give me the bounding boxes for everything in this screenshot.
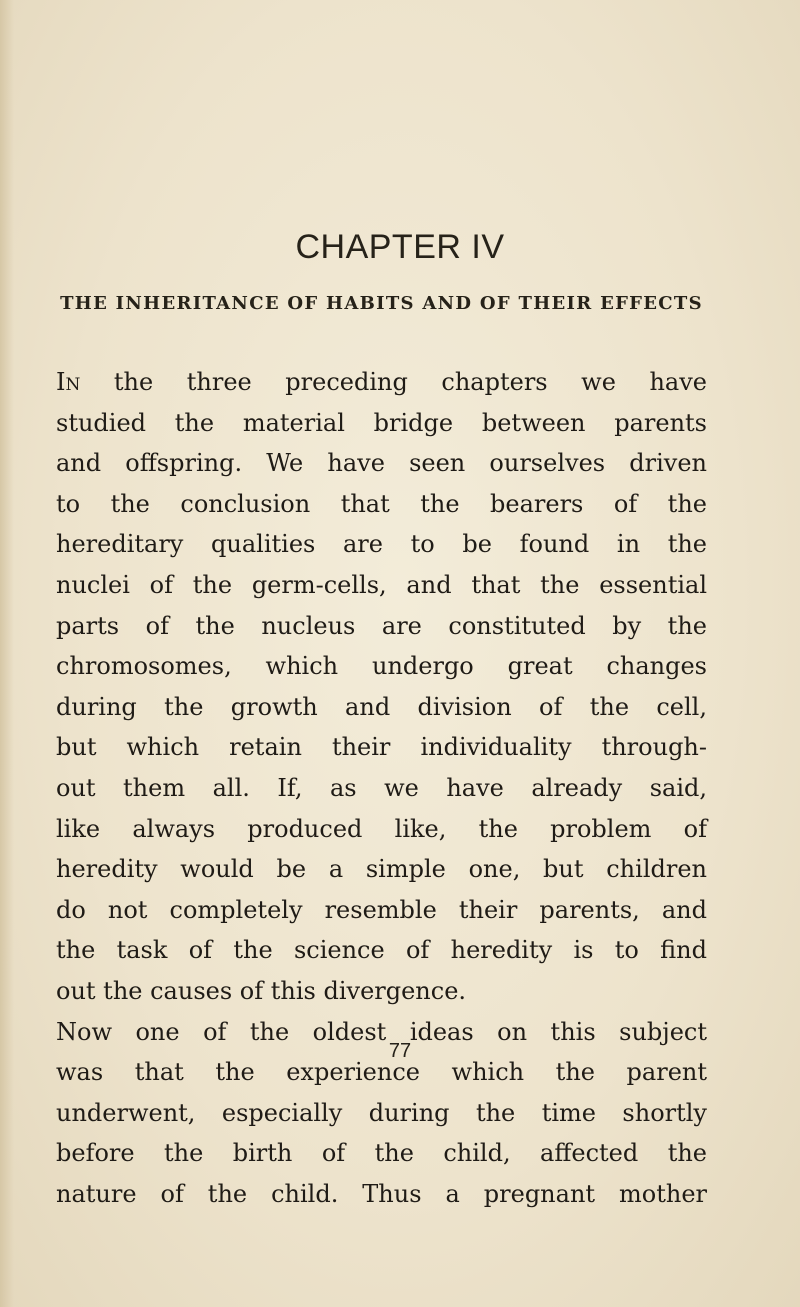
text-line: hereditary qualities are to be found in the [56, 530, 707, 559]
text-line: heredity would be a simple one, but children [56, 855, 707, 884]
text-line: studied the material bridge between parents [56, 408, 707, 437]
text-line: and offspring. We have seen ourselves driven [56, 449, 707, 478]
text-line: nuclei of the germ-cells, and that the essential [56, 570, 707, 599]
text-line: out the causes of this divergence. [56, 976, 467, 1005]
text-line: the task of the science of heredity is to find [56, 936, 707, 965]
text-line: during the growth and division of the cell, [56, 692, 707, 721]
text-line: before the birth of the child, affected the [56, 1139, 707, 1168]
text-line: do not completely resemble their parents, and [56, 895, 707, 924]
text-line: out them all. If, as we have already said, [56, 773, 707, 802]
text-line: chromosomes, which undergo great changes [56, 652, 707, 681]
page-edge-shadow [0, 0, 14, 1307]
text-line: underwent, especially during the time shortly [56, 1098, 707, 1127]
text-line: like always produced like, the problem of [56, 814, 707, 843]
text-line: to the conclusion that the bearers of the [56, 489, 707, 518]
chapter-subtitle: THE INHERITANCE OF HABITS AND OF THEIR EFFECTS [60, 293, 703, 314]
drop-lead-word: In [56, 368, 81, 396]
chapter-title: CHAPTER IV [295, 228, 505, 266]
text-line: parts of the nucleus are constituted by the [56, 611, 707, 640]
page-number: 77 [388, 1040, 412, 1062]
text-line: but which retain their individuality through- [56, 733, 707, 762]
text-line: In the three preceding chapters we have [56, 368, 707, 396]
text-line: nature of the child. Thus a pregnant mother [56, 1179, 707, 1208]
text-line: Now one of the oldest ideas on this subject [56, 1017, 707, 1046]
body-text [56, 362, 707, 1214]
text-line: was that the experience which the parent [56, 1058, 707, 1087]
